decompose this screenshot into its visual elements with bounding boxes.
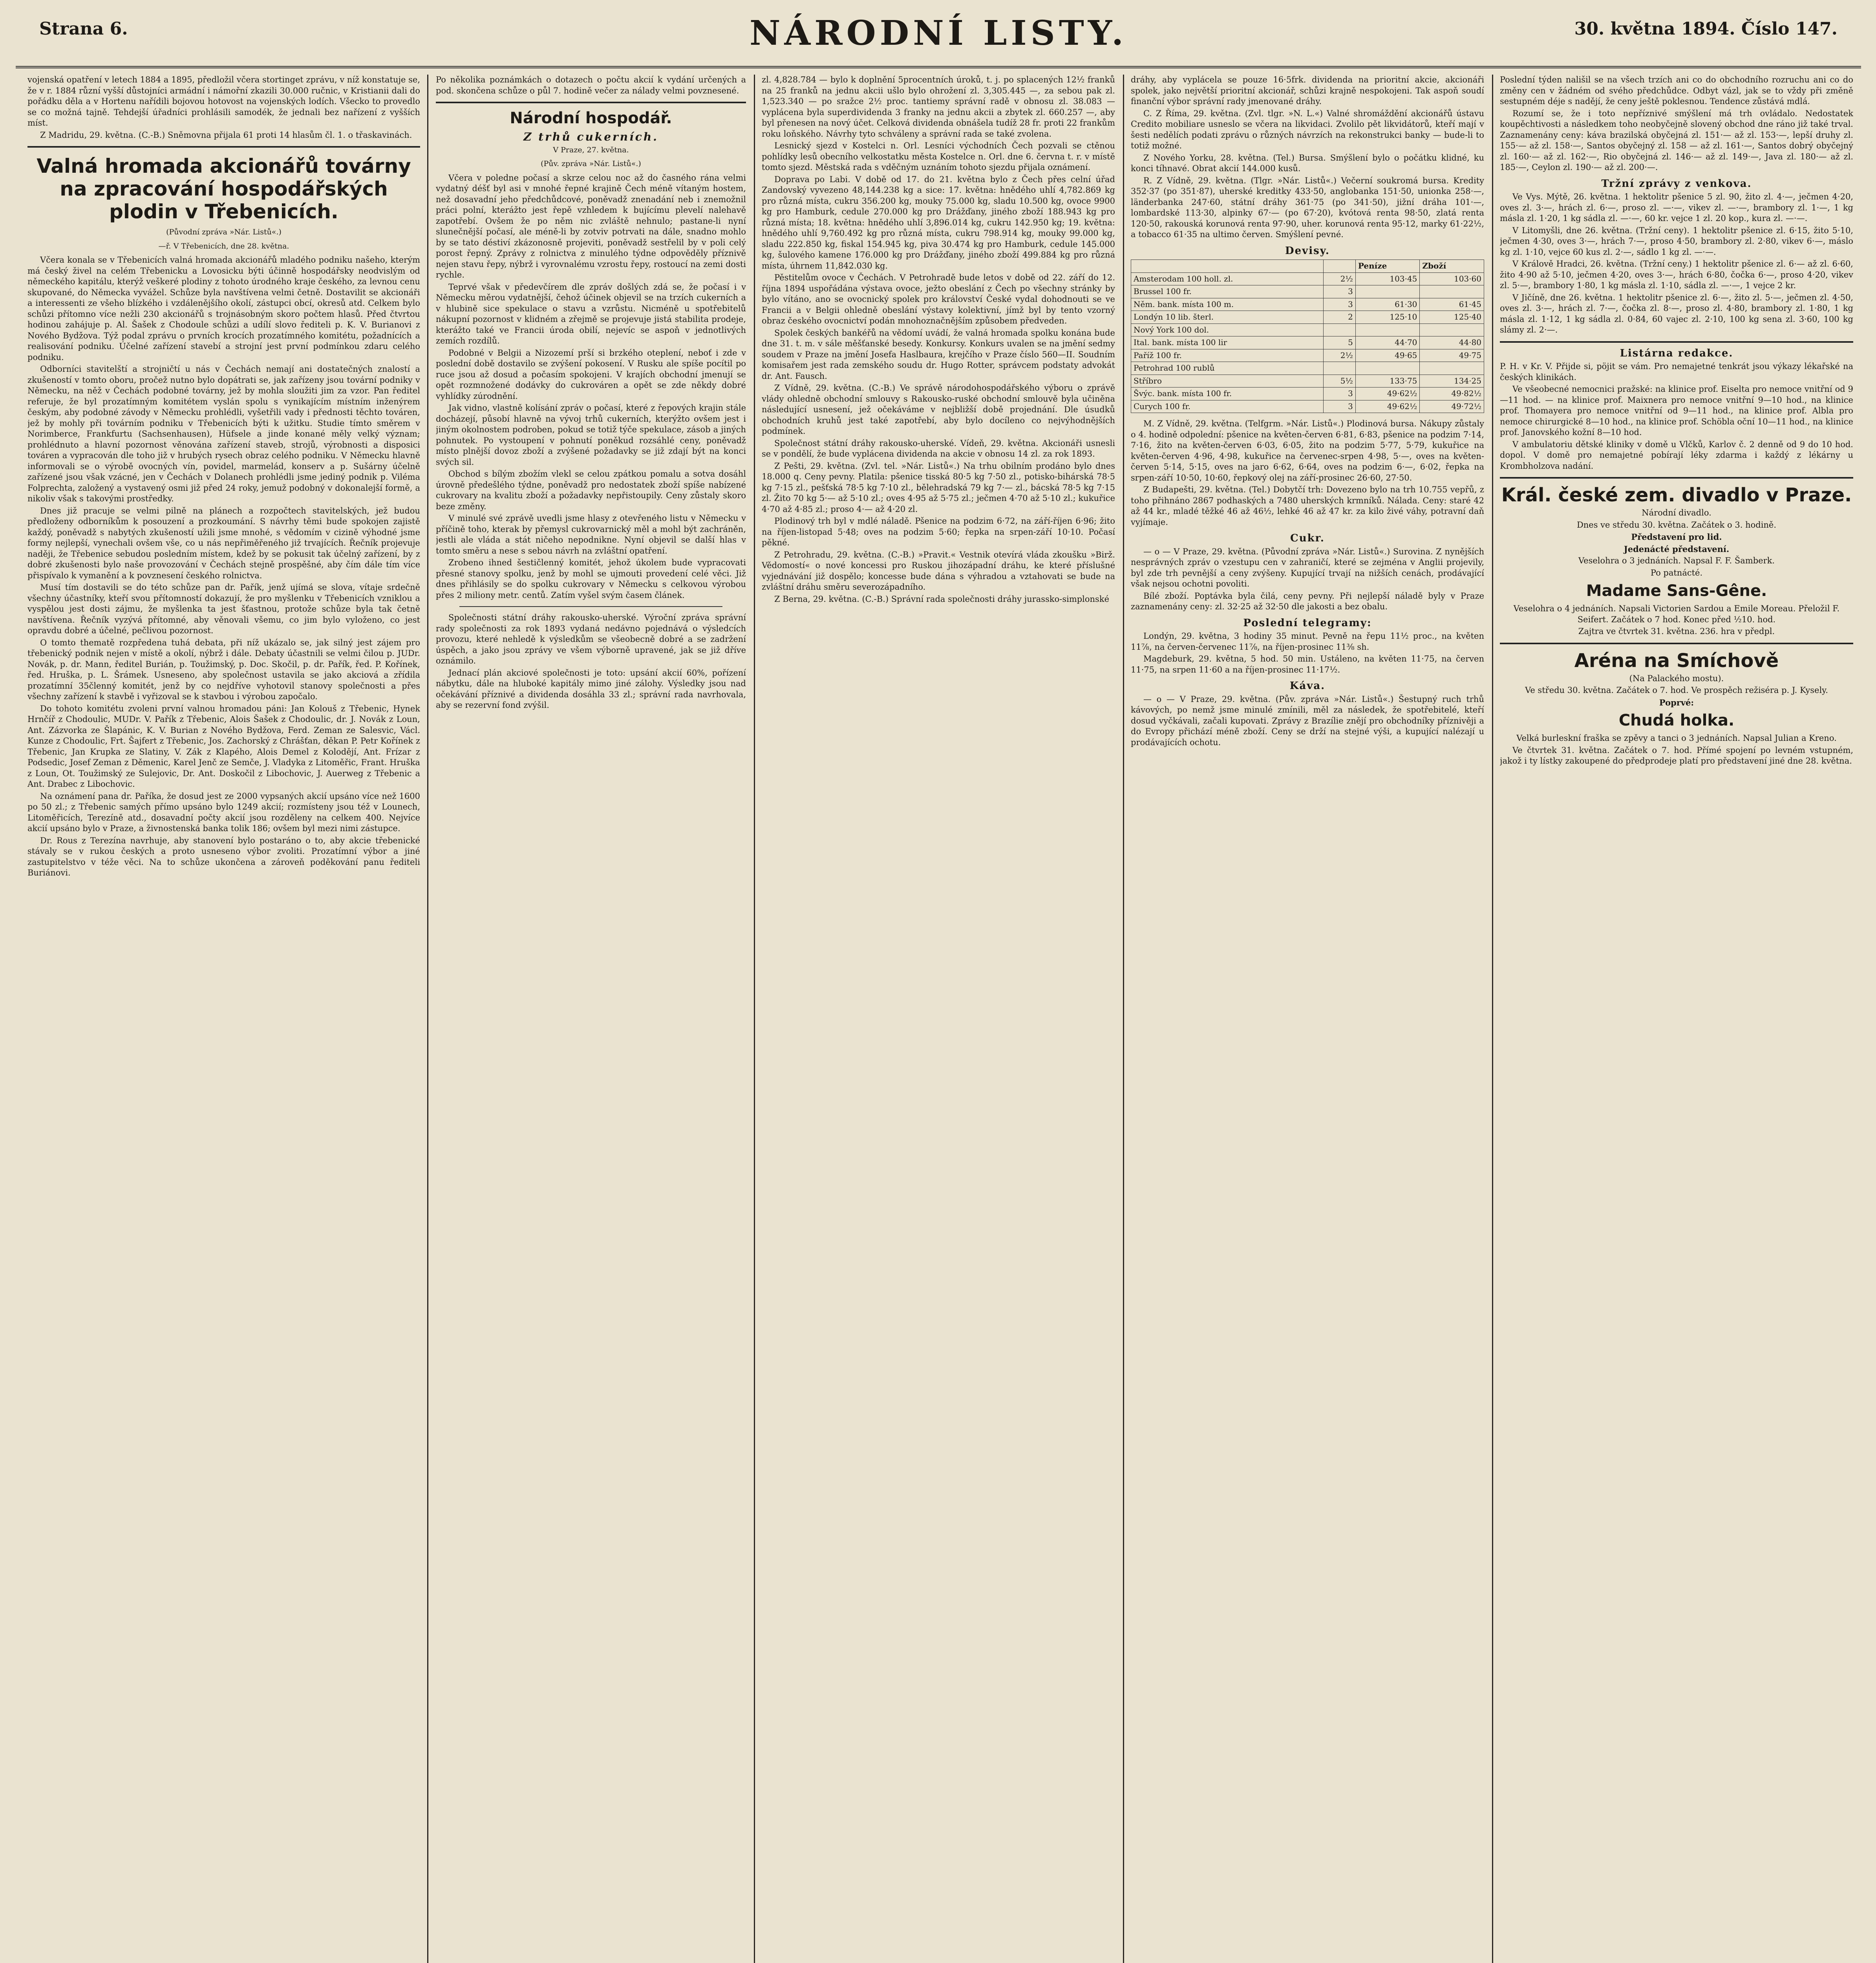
article-source: (Původní zpráva »Nár. Listů«.) <box>166 228 282 236</box>
table-row <box>1131 272 1484 285</box>
article-paragraph: Jednací plán akciové společnosti je toto: upsání akcií 60%, pořízení nábytku, dále na hluboké kapitály mimo jiné zálohy. Výsledky jsou nad očekávání příznivé a dividenda dosáhla 33 zl.; správní rada navrhovala, aby se rezervní fond zvýšil. <box>436 668 746 710</box>
table-row <box>1131 362 1484 375</box>
article-paragraph: V Jičíně, dne 26. května. 1 hektolitr pšenice zl. 6·—, žito zl. 5·—, ječmen zl. 4·50, oves zl. 3·—, hrách zl. 7·—, čočka zl. 8·—, proso zl. 4·80, brambory zl. 1·80, 1 kg másla zl. 1·12, 1 kg sádla zl. 0·84, 60 vajec zl. 2·10, 100 kg sena zl. 3·60, 100 kg slámy zl. 2·—. <box>1500 292 1853 334</box>
theatre-line: Po patnácté. <box>1650 568 1703 578</box>
article-paragraph: Magdeburk, 29. května, 5 hod. 50 min. Ustáleno, na květen 11·75, na červen 11·75, na srpen 11·60 a na říjen-prosinec 11·17½. <box>1131 654 1484 674</box>
table-header-cell: Zboží <box>1420 260 1484 273</box>
article-paragraph: Londýn, 29. května, 3 hodiny 35 minut. Pevně na řepu 11½ proc., na květen 11⁷⁄₈, na červen-červenec 11⁷⁄₈, na říjen-prosinec 11³⁄₈ sh. <box>1131 631 1484 652</box>
divider <box>1500 477 1853 479</box>
devisy-name-cell: Ital. bank. místa 100 lir <box>1131 336 1324 349</box>
table-row <box>1131 285 1484 298</box>
telegrams-title: Poslední telegramy: <box>1243 617 1372 629</box>
article-paragraph: Teprvé však v předevčírem dle zpráv došlých zdá se, že počasí i v Německu měrou vydatnější, čehož účinek objevil se na trzích cukerních a v hlubině sice spekulace o stavu a vzrůstu. Nicméně u spotřebitelů nákupní pozornost v klidném a zřejmě se projevuje jistá stabilita prodeje, kterážto také ve Francii úroda obilí, nejevíc se aspoň v jednotlivých zemích rozdílů. <box>436 282 746 345</box>
article-paragraph: O tomto thematě rozpředena tuhá debata, při níž ukázalo se, jak silný jest zájem pro třebenický podnik nejen v místě a okolí, nýbrž i dále. Debaty účastnili se velmi čilou p. JUDr. Novák, p. dr. Mann, ředitel Burián, p. Toužimský, p. Doc. Skočil, p. dr. Pařík, řed. P. Kořínek, řed. Hruška, p. L. Šrámek. Usneseno, aby společnost ustavila se jako akciová a zřídila prozatímní 35členný komitét, jenž by co nejdříve vyhotovil stanovy společnosti a přes všechny zařízení k stavbě i vyřizoval se k stavbou i výrobou započalo. <box>27 638 420 701</box>
issue-date: 30. května 1894. Číslo 147. <box>1574 19 1838 39</box>
devisy-title: Devisy. <box>1285 245 1330 257</box>
table-row <box>1131 311 1484 324</box>
devisy-goods-cell: 125·40 <box>1420 311 1484 324</box>
article-paragraph: Společnost státní dráhy rakousko-uherské. Vídeň, 29. května. Akcionáři usnesli se v pondělí, že bude vyplácena dividenda na akcie v obnosu 14 zl. za rok 1893. <box>762 438 1115 459</box>
article-paragraph: Odborníci stavitelští a strojničtí u nás v Čechách nemají ani dostatečných znalostí a zkušeností v tomto oboru, pročež nutno bylo dopátrati se, jak zařízeny jsou tovární podniky v Německu, na něž v Čechách podobné továrny, jež by mohla sloužiti jim za vzor. Pan ředitel referuje, že byl prozatímným komitétem vyslán spolu s vynikajícím místním inženýrem českým, aby podobné závody v Německu prohlédli, vyšetřili vady i přednosti těchto továren, jež by mohly při továrním podniku v Třebenicích býti k užitku. Studie tímto směrem v Norimberce, Frankfurtu (Sachsenhausen), Hüfsele a jinde konané měly velký význam; prohlédnuto a hlavní pozornost věnována zařízení staveb, strojů, výrobnosti a disposici továren a vypracován dle toho již v hrubých rysech obraz celého podniku. V Německu hlavně informovali se o výrobě ovocných vín, povidel, marmelád, konserv a p. Sušárny účelně zařízené jsou však vzácné, jen v Čechách v Dolanech prohlédli jsme jediný podnik p. Viléma Folprechta, založený a vystavený osmi již před 24 roky, jemuž podobný v dokonalejší formě, a nikoliv však s takovými prostředky. <box>27 364 420 503</box>
devisy-money-cell <box>1355 362 1420 375</box>
devisy-rate-cell <box>1323 362 1355 375</box>
devisy-goods-cell: 103·60 <box>1420 272 1484 285</box>
devisy-rate-cell: 2½ <box>1323 349 1355 362</box>
article-paragraph: Z Vídně, 29. května. (C.-B.) Ve správě národohospodářského výboru o zprávě vlády ohledně obchodní smlouvy s Rakousko-ruské obchodní smlouvě byla učiněna následující usnesení, jež očekáváme v nejbližší době projednání. Dle úsudků obchodních kruhů jest také zapotřebí, aby bylo docíleno co nejvýhodnějších podmínek. <box>762 383 1115 436</box>
devisy-name-cell: Petrohrad 100 rublů <box>1131 362 1324 375</box>
table-row <box>1131 336 1484 349</box>
devisy-goods-cell: 49·72½ <box>1420 400 1484 413</box>
article-paragraph: Bílé zboží. Poptávka byla čilá, ceny pevny. Při nejlepší náladě byly v Praze zaznamenány ceny: zl. 32·25 až 32·50 dle jakosti a bez obalu. <box>1131 591 1484 611</box>
devisy-rate-cell: 5 <box>1323 336 1355 349</box>
article-paragraph: Pěstitelům ovoce v Čechách. V Petrohradě bude letos v době od 22. září do 12. října 1894 uspořádána výstava ovoce, ježto obeslání z Čech po všechny stránky by bylo vítáno, ano se ovocnický spolek pro království České vydal dohodnouti se ve Francii a v Belgii ohledně obeslání výstavy kolektivní, jímž byl by tento vzorný obraz českého ovocnictví podán mnohoznačnějším způsobem předveden. <box>762 273 1115 325</box>
play-title: Madame Sans-Gêne. <box>1586 582 1767 600</box>
devisy-name-cell: Paříž 100 fr. <box>1131 349 1324 362</box>
devisy-name-cell: Curych 100 fr. <box>1131 400 1324 413</box>
devisy-money-cell: 61·30 <box>1355 298 1420 311</box>
devisy-rate-cell: 3 <box>1323 285 1355 298</box>
devisy-goods-cell: 44·80 <box>1420 336 1484 349</box>
table-row <box>1131 324 1484 336</box>
theatre-line: Zajtra ve čtvrtek 31. května. 236. hra v předpl. <box>1578 627 1775 636</box>
divider <box>1500 341 1853 343</box>
article-paragraph: Zrobeno ihned šestičlenný komitét, jehož úkolem bude vypracovati přesné stanovy spolku, jenž by mohl se ujmouti provedení celé věci. Již dnes přihlásily se do spolku cukrovary v Německu s celkovou výrobou přes 2 miliony metr. centů. Zatím vyšel svým časem článek. <box>436 558 746 600</box>
devisy-name-cell: Něm. bank. místa 100 m. <box>1131 298 1324 311</box>
devisy-name-cell: Nový York 100 dol. <box>1131 324 1324 336</box>
devisy-goods-cell: 134·25 <box>1420 375 1484 387</box>
article-dateline: V Praze, 27. května. <box>553 145 629 154</box>
arena-play-title: Chudá holka. <box>1618 711 1735 729</box>
devisy-name-cell: Londýn 10 lib. šterl. <box>1131 311 1324 324</box>
section-title: Národní hospodář. <box>510 109 672 127</box>
market-reports-title: Tržní zprávy z venkova. <box>1601 177 1752 190</box>
table-header-cell <box>1323 260 1355 273</box>
article-paragraph: V Litomyšli, dne 26. května. (Tržní ceny). 1 hektolitr pšenice zl. 6·15, žito 5·10, ječmen 4·30, oves 3·—, hrách 7·—, proso 4·50, brambory zl. 2·80, vikev 6·—, máslo kg zl. 1·10, vejce 60 kus zl. 2·—, sádlo 1 kg zl. —·—. <box>1500 225 1853 257</box>
column-2 <box>436 75 746 1963</box>
devisy-money-cell: 125·10 <box>1355 311 1420 324</box>
article-paragraph: Ve Vys. Mýtě, 26. května. 1 hektolitr pšenice 5 zl. 90, žito zl. 4·—, ječmen 4·20, oves zl. 3·—, hrách zl. 6·—, proso zl. —·—, vikev zl. —·—, brambory zl. 1·—, 1 kg másla zl. 1·20, 1 kg sádla zl. —·—, 60 kr. vejce 1 zl. 20 kop., kura zl. —·—. <box>1500 192 1853 223</box>
devisy-name-cell: Brussel 100 fr. <box>1131 285 1324 298</box>
article-paragraph: Včera v poledne počasí a skrze celou noc až do časného rána velmi vydatný déšť byl asi v mnohé řepné krajině Čech méně vítaným hostem, než dosavadní jeho předchůdcové, poněvadž znenadání neb i znemožnil práci polní, kterážto jest řepě vzhledem k bujícímu plevelí nalehavě zapotřebí. Ovšem že po něm nic zvláště nehnulo; pastane-li nyní slunečnější počasí, ale méně-li by zotviv potrvati na dále, snadno mohlo by se tato déstiví zkázonosně projeviti, poněvadž sestřelil by v poli celý porost řepný. Zprávy z rolnictva z minulého týdne odpověděly příznivě nejen stavu řepy, nýbrž i vyrovnalému vzrostu řepy, rostoucí na zemi dosti rychle. <box>436 173 746 280</box>
article-paragraph: — o — V Praze, 29. května. (Původní zpráva »Nár. Listů«.) Surovina. Z nynějších nesprávných zpráv o vzestupu cen v zahraničí, které se zejména v Anglii projevily, byl zde trh pevnější a ceny zvýšeny. Kupující trvají na nižších cenách, prodávající však nejsou ochotni povoliti. <box>1131 546 1484 589</box>
article-paragraph: Z Petrohradu, 29. května. (C.-B.) »Pravit.« Vestnik otevírá vláda zkoušku »Birž. Vědomostí« o nové koncessi pro Ruskou jihozápadní dráhu, ke které příslušné vyjednávání již dospělo; koncesse bude dána s výhradou a vztahovati se bude na zvláštní dráhu směru severozápadního. <box>762 550 1115 592</box>
article-paragraph: Spolek českých bankéřů na vědomí uvádí, že valná hromada spolku konána bude dne 31. t. m. v sále měšťanské besedy. Konkursy. Konkurs uvalen se na jmění sedmy soudem v Praze na jmění Josefa Haslbaura, krejčího v Praze číslo 560—II. Soudním komisařem jest rada zemského soudu dr. Hugo Rotter, správcem podstaty advokát dr. Ant. Fausch. <box>762 328 1115 381</box>
column-rule <box>754 75 755 1963</box>
article-paragraph: Rozumí se, že i toto nepříznivé smýšlení má trh ovládalo. Nedostatek koupěchtivosti a následkem toho neobyčejně slovený obchod dne ráno již také trval. Zaznamenány ceny: káva brazilská obyčejná zl. 151·— až zl. 153·—, lepší druhy zl. 155·— až zl. 158·—, Santos obyčejný zl. 158 — až zl. 161·—, Santos dobrý obyčejný zl. 160·— až zl. 162·—, Rio obyčejná zl. 146·— až zl. 149·—, Java zl. 180·— až zl. 185·—, Ceylon zl. 190·— až zl. 200·—. <box>1500 108 1853 172</box>
theatre-subtitle: Národní divadlo. <box>1642 508 1711 517</box>
article-paragraph: V Králově Hradci, 26. května. (Tržní ceny.) 1 hektolitr pšenice zl. 6·— až zl. 6·60, žito 4·90 až 5·10, ječmen 4·20, oves 3·—, hrách 6·80, čočka 6·—, proso 4·20, vikev zl. 5·—, brambory 1·80, 1 kg másla zl. 1·10, sádla zl. —·—, 1 vejce 2 kr. <box>1500 259 1853 290</box>
devisy-rate-cell: 3 <box>1323 400 1355 413</box>
article-dateline: —ř. V Třebenicích, dne 28. května. <box>158 241 289 250</box>
newspaper-title: NÁRODNÍ LISTY. <box>749 13 1128 53</box>
theatre-line: Představení pro lid. <box>1631 532 1722 542</box>
theatre-line: Jedenácté představení. <box>1624 544 1730 554</box>
article-paragraph: Po několika poznámkách o dotazech o počtu akcií k vydání určených a pod. skončena schůze o půl 7. hodině večer za nálady velmi povznesené. <box>436 75 746 95</box>
column-1 <box>27 75 420 1963</box>
table-row <box>1131 387 1484 400</box>
devisy-money-cell: 133·75 <box>1355 375 1420 387</box>
devisy-table-body <box>1131 272 1484 413</box>
article-source: (Pův. zpráva »Nár. Listů«.) <box>541 159 641 168</box>
devisy-money-cell: 103·45 <box>1355 272 1420 285</box>
article-paragraph: Včera konala se v Třebenicích valná hromada akcionářů mladého podniku našeho, kterým má český živel na celém Třebenicku a Lovosicku býti účinně hospodářsky neodvislým od německého kapitálu, kterýž veškeré plodiny z tohoto úrodného kraje českého, za levnou cenu skupované, do Německa vyvážel. Schůze byla navštívena velmi četně. Dostavilit se akcionáři a interessenti ze všeho blízkého i vzdálenějšího okolí, zástupci obcí, okresů atd. Celkem bylo schůzi přítomno více nežli 230 akcionářů s trojnásobným skoro počtem hlasů. Před čtvrtou hodinou zahájuje p. Al. Šašek z Chodoule schůzi a udílí slovo řediteli p. K. V. Burianovi z Nového Bydžova. Týž podal zprávu o prvních krocích prozatímného komitétu, požadnících a realisování podniku. Účelné zařízení stavebí a strojní jest první podmínkou zdaru celého podniku. <box>27 255 420 362</box>
table-row <box>1131 349 1484 362</box>
devisy-rate-cell <box>1323 324 1355 336</box>
column-3 <box>762 75 1115 1963</box>
devisy-money-cell <box>1355 324 1420 336</box>
table-row <box>1131 375 1484 387</box>
table-header-row <box>1131 260 1484 273</box>
devisy-rate-cell: 3 <box>1323 387 1355 400</box>
article-paragraph: — o — V Praze, 29. května. (Pův. zpráva »Nár. Listů«.) Šestupný ruch trhů kávových, po nemž jsme minulé zmínili, měl za následek, že spotřebitelé, kteří dosud vyčkávali, začali kupovati. Zprávy z Brazílie znějí pro obchodníky příznivěji a do Evropy přichází méně zboží. Ceny se drží na stejné výši, a kupující nalézají u prodávajících ochotu. <box>1131 694 1484 747</box>
article-paragraph: Dnes již pracuje se velmi pilně na plánech a rozpočtech stavitelských, jež budou předloženy odborníkům k posouzení a prozkoumání. S návrhy těmi bude spokojen zajistě každý, poněvadž s nabytých zkušeností užili jsme mnohé, s vědomím v cizině výhodné jsme formy nejlepší, vynechali ovšem vše, co u nás nepřiměřeného již trvajících. Řečník projevuje naději, že Třebenice sebudou posledním místem, kdež by se pokusit tak účelný zařízení, by z dobré zkušenosti bylo naše provozování v Čechách stejně prospěšné, aby čím dále tím více přispívalo k vymanění a k povznesení českého rolnictva. <box>27 506 420 580</box>
devisy-money-cell: 49·62½ <box>1355 400 1420 413</box>
cukr-title: Cukr. <box>1290 532 1325 544</box>
devisy-name-cell: Švýc. bank. místa 100 fr. <box>1131 387 1324 400</box>
article-paragraph: zl. 4,828.784 — bylo k doplnění 5procentních úroků, t. j. po splacených 12½ franků na 25 franků na jednu akcii ušlo bylo ohrožení zl. 3,305.445 —, za sebou pak zl. 1,523.340 — po sražce 2½ proc. tantiemy správní radě v obnosu zl. 38.083 — vyplácena byla superdividenda 3 franky na jednu akcii a zbytek zl. 660.257 —, aby byl přenesen na nový účet. Celková dividenda obnášela tudíž 28 fr. proti 22 frankům roku loňského. Návrhy tyto schváleny a správní rada se také zvolena. <box>762 75 1115 139</box>
article-paragraph: Z Nového Yorku, 28. května. (Tel.) Bursa. Smýšlení bylo o počátku klidné, ku konci tíhnavé. Obrat akcií 144.000 kusů. <box>1131 153 1484 173</box>
devisy-name-cell: Amsterodam 100 holl. zl. <box>1131 272 1324 285</box>
devisy-goods-cell <box>1420 362 1484 375</box>
devisy-money-cell: 49·65 <box>1355 349 1420 362</box>
masthead <box>16 7 1861 68</box>
article-paragraph: Doprava po Labi. V době od 17. do 21. května bylo z Čech přes celní úřad Zandovský vyvezeno 48,144.238 kg a sice: 17. května: hnědého uhlí 4,782.869 kg pro různá místa, cukru 356.200 kg, mouky 75.000 kg, sladu 10.500 kg, ovoce 9900 kg pro Hamburk, cedule 270.000 kg pro Drážďany, jiného zboží 188.943 kg pro různá místa; 18. května: hnědého uhlí 3,896.014 kg, cukru 142.950 kg; 19. května: hnědého uhlí 9,760.492 kg pro různá místa, cukru 798.914 kg, mouky 99.000 kg, sladu 222.850 kg, fiskal 154.945 kg, piva 30.474 kg pro Hamburk, cedule 145.000 kg, šulového kamene 176.000 kg pro Drážďany, jiného zboží 499.884 kg pro různá místa, úhrnem 11,842.030 kg. <box>762 174 1115 271</box>
arena-line: Ve středu 30. května. Začátek o 7. hod. Ve prospěch režiséra p. J. Kysely. <box>1525 685 1828 695</box>
article-paragraph: Ve všeobecné nemocnici pražské: na klinice prof. Eiselta pro nemoce vnitřní od 9—11 hod. — na klinice prof. Maixnera pro nemoce vnitřní 9—10 hod., na klinice prof. Thomayera pro nemoce vnitřní od 9—11 hod., na klinice prof. Albla pro nemoce chirurgické 8—10 hod., na klinice prof. Schöbla oční 10—11 hod., na klinice prof. Janovského kožní 8—10 hod. <box>1500 384 1853 437</box>
article-paragraph: Plodinový trh byl v mdlé náladě. Pšenice na podzim 6·72, na září-říjen 6·96; žito na říjen-listopad 5·48; oves na podzim 5·60; řepka na srpen-září 10·10. Počasí pěkné. <box>762 516 1115 547</box>
arena-title: Aréna na Smíchově <box>1574 649 1779 672</box>
article-paragraph: Z Berna, 29. května. (C.-B.) Správní rada společnosti dráhy jurassko-simplonské <box>774 594 1109 604</box>
article-paragraph: Poslední týden nališil se na všech trzích ani co do obchodního rozruchu ani co do změny cen v žádném od svého předchůdce. Odbyt vázl, jak se to vždy při změně sestupném déje s nadějí, že ceny ještě poklesnou. Tendence zůstává mdlá. <box>1500 75 1853 106</box>
divider <box>459 606 722 607</box>
column-5 <box>1500 75 1853 1963</box>
devisy-money-cell: 44·70 <box>1355 336 1420 349</box>
devisy-rate-cell: 2½ <box>1323 272 1355 285</box>
devisy-money-cell <box>1355 285 1420 298</box>
article-paragraph: Z Budapešti, 29. května. (Tel.) Dobytčí trh: Dovezeno bylo na trh 10.755 vepřů, z toho přihnáno 2867 podhaských a 7480 uherských krmníků. Nálada. Ceny: staré 42 až 44 kr., mladé těžké 46 až 46½, lehké 46 až 47 kr. za kilo živé váhy, potravní daň vyjímaje. <box>1131 485 1484 527</box>
article-paragraph: Lesnický sjezd v Kostelci n. Orl. Lesníci východních Čech pozvali se ctěnou pohlídky lesů obecního velkostatku města Kostelce n. Orl. dne 6. června t. r. v místě tomto sjezd. Městská rada s vděčným uznáním tohoto sjezdu přijala oznámení. <box>762 141 1115 172</box>
theatre-line: Veselohra o 4 jednáních. Napsali Victorien Sardou a Emile Moreau. Přeložil F. Seifert. Začátek o 7 hod. Konec před ½10. hod. <box>1513 604 1840 624</box>
article-paragraph: Obchod s bílým zbožím vlekl se celou zpátkou pomalu a sotva dosáhl úrovně předešlého týdne, poněvadž pro nedostatek zboží spíše nabízené cukrovary na kvalitu zboží a požadavky nepřistoupily. Ceny zůstaly skoro beze změny. <box>436 469 746 511</box>
devisy-goods-cell: 49·82½ <box>1420 387 1484 400</box>
article-paragraph: P. H. v Kr. V. Přijde si, pöjit se vám. Pro nemajetné tenkrát jsou výkazy lékařské na českých klinikách. <box>1500 362 1853 382</box>
devisy-goods-cell: 49·75 <box>1420 349 1484 362</box>
article-paragraph: Dr. Rous z Terezína navrhuje, aby stanovení bylo postaráno o to, aby akcie třebenické stávaly se v rukou českých a proto usneseno výbor zvoliti. Prozatímní výbor a jiné zastupitelstvo v téže věci. Na to schůze ukončena a zároveň poděkování panu řediteli Buriánovi. <box>27 835 420 877</box>
table-header-cell: Peníze <box>1355 260 1420 273</box>
article-paragraph: Musí tím dostavili se do této schůze pan dr. Pařík, jenž ujímá se slova, vítaje srdečně všechny účastníky, kteří svou přítomností dokazují, že pro myšlenku v Třebenicích vzniklou a vyspělou jest dosti zájmu, že myšlenka ta jest šťastnou, protože schůze byla tak četně navštívena. Řečník vyzývá přítomné, aby věnovali všemu, co jim bylo vyloženo, co jest opravdu dobré a účelné, pečlivou pozornost. <box>27 583 420 635</box>
article-paragraph: Na oznámení pana dr. Paříka, že dosud jest ze 2000 vypsaných akcií upsáno více než 1600 po 50 zl.; z Třebenic samých přímo upsáno bylo 1249 akcií; rozmísteny jsou též v Lounech, Litoměřicích, Terezíně atd., dosavadní počty akcií jsou rozděleny na celkem 400. Nejvíce akcií upsáno bylo v Praze, a živnostenská banka tolik 186; ovšem byl mezi nimi zástupce. <box>27 791 420 833</box>
column-rule <box>427 75 428 1963</box>
kava-title: Káva. <box>1289 680 1326 692</box>
theatre-line: Veselohra o 3 jednáních. Napsal F. F. Šamberk. <box>1578 556 1775 565</box>
devisy-goods-cell <box>1420 324 1484 336</box>
page-number: Strana 6. <box>39 19 128 39</box>
arena-line: Velká burleskní fraška se zpěvy a tanci o 3 jednáních. Napsal Julian a Kreno. <box>1516 733 1837 743</box>
devisy-name-cell: Stříbro <box>1131 375 1324 387</box>
theatre-line: Dnes ve středu 30. května. Začátek o 3. hodině. <box>1576 520 1777 530</box>
divider <box>1500 643 1853 644</box>
article-paragraph: Do tohoto komitétu zvoleni první valnou hromadou páni: Jan Kolouš z Třebenic, Hynek Hrnčíř z Chodoulic, MUDr. V. Pařík z Třebenic, Alois Šašek z Chodoulic, dr. J. Novák z Loun, Ant. Zázvorka ze Šlapánic, K. V. Burian z Nového Bydžova, Ferd. Zeman ze Salesvic, Václ. Kunze z Chodoulic, Frt. Šajfert z Třebenic, Jos. Zachorský z Chrášťan, děkan P. Petr Kořínek z Třebenic, Jan Krupka ze Slatiny, V. Zák z Klapého, Alois Demel z Kolodějí, Ant. Frízar z Podsedic, Josef Zeman z Děmenic, Karel Jenč ze Semče, J. Vladyka z Litoměřic, Frant. Hruška z Loun, Ot. Toužimský ze Sulejovic, Dr. Ant. Doskočil z Libochovic, J. Auerweg z Třebenic a Ant. Drabec z Libochovic. <box>27 704 420 789</box>
devisy-goods-cell <box>1420 285 1484 298</box>
theatre-title: Král. české zem. divadlo v Praze. <box>1501 484 1852 506</box>
article-paragraph: Společnosti státní dráhy rakousko-uherské. Výroční zpráva správní rady společnosti za rok 1893 vydaná nedávno pojednává o výsledcích provozu, které nehledě k výsledkům se všeobecně dobré a se zadržení úspěch, a jako jsou zprávy ve všem výborně upravené, jak se již dříve oznámilo. <box>436 613 746 665</box>
article-paragraph: V ambulatoriu dětské kliniky v domě u Vlčků, Karlov č. 2 denně od 9 do 10 hod. dopol. V domě pro nemajetné pobírají léky zdarma i každý z lékárny u Krombholzova nadání. <box>1500 439 1853 471</box>
devisy-rate-cell: 5½ <box>1323 375 1355 387</box>
devisy-rate-cell: 3 <box>1323 298 1355 311</box>
column-rule <box>1492 75 1493 1963</box>
devisy-rate-cell: 2 <box>1323 311 1355 324</box>
arena-subtitle: (Na Palackého mostu). <box>1629 673 1724 683</box>
article-paragraph: Z Madridu, 29. května. (C.-B.) Sněmovna přijala 61 proti 14 hlasům čl. 1. o třaskavinách. <box>40 130 412 140</box>
divider <box>27 146 420 148</box>
arena-line: Poprvé: <box>1659 697 1694 707</box>
listarna-title: Listárna redakce. <box>1620 347 1733 359</box>
devisy-goods-cell: 61·45 <box>1420 298 1484 311</box>
devisy-money-cell: 49·62½ <box>1355 387 1420 400</box>
arena-line: Ve čtvrtek 31. května. Začátek o 7. hod. Přímé spojení po levném vstupném, jakož i ty lístky zakoupené do předprodeje platí pro představení jiné dne 28. května. <box>1500 745 1853 766</box>
table-row <box>1131 298 1484 311</box>
article-paragraph: V minulé své zprávě uvedli jsme hlasy z otevřeného listu v Německu v příčině toho, kterak by přemysl cukrovarnický měl a mohl být zachráněn, jestli ale vláda a stát ničeho nepodnikne. Nyní objevil se další hlas v tomto směru a nese s sebou návrh na zvláštní opatření. <box>436 514 746 556</box>
table-header-cell <box>1131 260 1324 273</box>
article-paragraph: Z Pešti, 29. května. (Zvl. tel. »Nár. Listů«.) Na trhu obilním prodáno bylo dnes 18.000 q. Ceny pevny. Platila: pšenice tisská 80·5 kg 7·50 zl., potisko-bihárská 78·5 kg 7·15 zl., pešťská 78·5 kg 7·10 zl., bělehradská 79 kg 7·— zl., bácská 78·5 kg 7·15 zl. Žito 70 kg 5·— až 5·10 zl.; oves 4·95 až 5·75 zl.; ječmen 4·70 až 5·10 zl.; kukuřice 4·70 až 4·85 zl.; proso 4·— až 4·20 zl. <box>762 461 1115 514</box>
column-rule <box>1123 75 1124 1963</box>
article-paragraph: Jak vidno, vlastně kolísání zpráv o počasí, které z řepových krajin stále docházejí, působí hlavně na vývoj trhů cukerních, kterýžto ovšem jest i jiným okolnostem podroben, pokud se totiž týče spekulace, zásob a jiných pohnutek. Po vystoupení v pohnutí poněkud rozsáhlé ceny, poněvadž místo plnější dovoz zboží a zvýšené požadavky se již zdají být na konci svých sil. <box>436 403 746 467</box>
devisy-table <box>1131 260 1484 413</box>
article-paragraph: Podobné v Belgii a Nizozemí prší si brzkého oteplení, neboť i zde v poslední době dostavilo se zvýšení pokosení. V Rusku ale spíše pocítil po ruce jsou až dosud a počasím spokojeni. V krajích obchodní jmenují se opět rozmnožené dodávky do cukrováren a opět se zde někdy dobré vyhlídky zúrodnění. <box>436 348 746 401</box>
article-paragraph: vojenská opatření v letech 1884 a 1895, předložil včera stortinget zprávu, v níž konstatuje se, že v r. 1884 různí vyšší důstojníci armádní i námořní zkazili 30.000 ručnic, v Kristianii dali do pořádku děla a v Hortenu nařídili bojovou hotovost na vojenských lodích. Všecko to provedlo se co možná tajně. Tehdejší úřadníci prohlásili samodék, že jednali bez nařízení z vyšších míst. <box>27 75 420 128</box>
table-row <box>1131 400 1484 413</box>
column-4 <box>1131 75 1484 1963</box>
article-paragraph: dráhy, aby vyplácela se pouze 16·5frk. dividenda na prioritní akcie, akcionáři spolek, jako největší prioritní akcionář, schůzi krajně nespokojeni. Tak aspoň soudí finanční výbor správní rady jmenované dráhy. <box>1131 75 1484 106</box>
article-headline: Z trhů cukerních. <box>523 130 658 143</box>
article-paragraph: R. Z Vídně, 29. května. (Tlgr. »Nár. Listů«.) Večerní soukromá bursa. Kredity 352·37 (po 351·87), uherské kreditky 433·50, anglobanka 151·50, unionka 258·—, länderbanka 247·60, státní dráhy 361·75 (po 341·50), jižní dráha 101·—, lombardské 113·30, alpinky 67·— (po 67·20), kvótová renta 98·50, zlatá renta 120·50, rakouská korunová renta 97·90, uher. korunová renta 95·12, marky 61·22½, a tobacco 61·35 na ultimo červen. Smýšlení pevné. <box>1131 175 1484 239</box>
article-headline: Valná hromada akcionářů továrny na zpracování hospodářských plodin v Třebenicích. <box>37 155 411 223</box>
article-paragraph: C. Z Říma, 29. května. (Zvl. tlgr. »N. L.«) Valné shromáždění akcionářů ústavu Credito mobiliare usneslo se včera na likvidaci. Zvolilo pět likvidátorů, kteří mají v šesti nedělích podati zprávu o různých návrzích na rekonstrukci banky — bude-li to totiž možné. <box>1131 108 1484 150</box>
divider <box>436 102 746 103</box>
article-paragraph: M. Z Vídně, 29. května. (Telfgrm. »Nár. Listů«.) Plodinová bursa. Nákupy zůstaly o 4. hodině odpolední: pšenice na květen-červen 6·81, 6·83, pšenice na podzim 7·14, 7·16, žito na květen-červen 6·03, 6·05, žito na podzim 5·77, 5·79, kukuřice na květen-červen 4·96, 4·98, kukuřice na červenec-srpen 4·98, 5·—, oves na květen-červen 5·14, 5·15, oves na jaro 6·62, 6·64, oves na podzim 6·—, 6·02, řepka na srpen-září 10·50, 10·60, řepkový olej na září-prosinec 26·60, 27·50. <box>1131 419 1484 483</box>
